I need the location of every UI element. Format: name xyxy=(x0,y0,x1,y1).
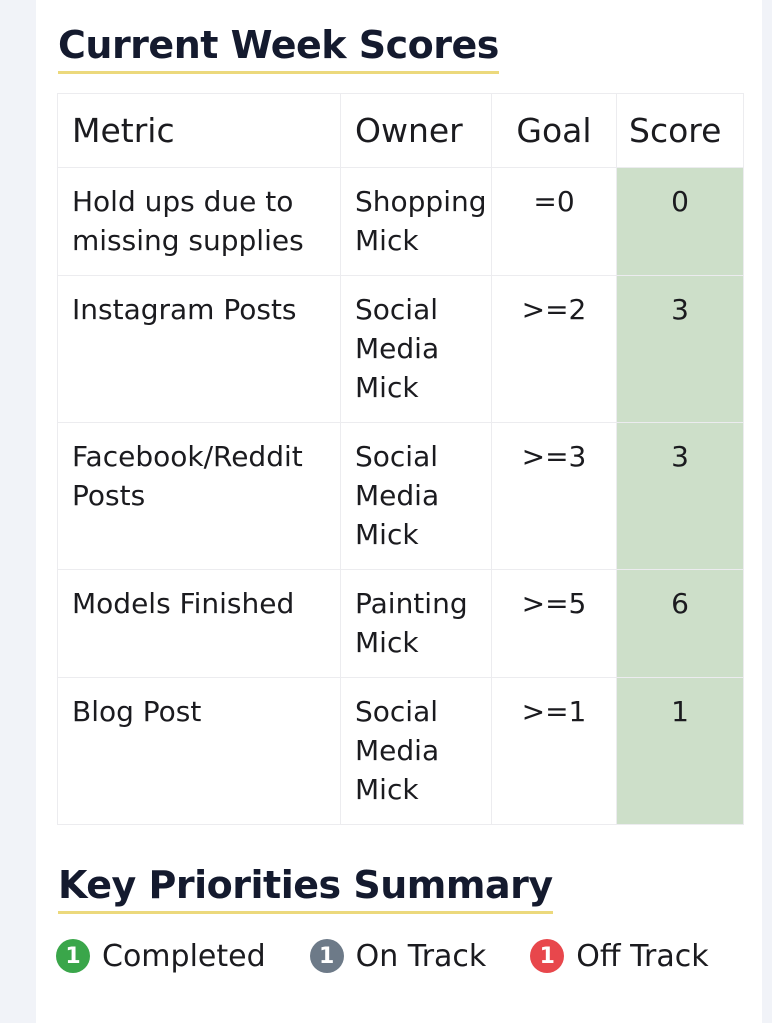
goal-cell: >=3 xyxy=(492,423,617,570)
table-header-row xyxy=(58,94,744,168)
score-cell: 0 xyxy=(617,168,744,276)
metric-cell: Blog Post xyxy=(58,678,341,825)
owner-cell: Shopping Mick xyxy=(341,168,492,276)
off-track-label: Off Track xyxy=(576,938,709,974)
goal-cell: >=1 xyxy=(492,678,617,825)
score-cell: 3 xyxy=(617,276,744,423)
table-row xyxy=(58,570,744,678)
on-track-count-badge: 1 xyxy=(310,939,344,973)
legend-completed xyxy=(56,939,266,974)
table-row xyxy=(58,423,744,570)
score-cell: 6 xyxy=(617,570,744,678)
score-cell: 3 xyxy=(617,423,744,570)
column-header-metric: Metric xyxy=(58,94,341,168)
owner-cell: Social Media Mick xyxy=(341,423,492,570)
current-week-scores-heading: Current Week Scores xyxy=(58,26,499,74)
owner-cell: Social Media Mick xyxy=(341,276,492,423)
scores-table xyxy=(57,93,744,825)
column-header-goal: Goal xyxy=(492,94,617,168)
metric-cell: Instagram Posts xyxy=(58,276,341,423)
content-card xyxy=(36,0,762,1023)
priorities-legend xyxy=(56,936,709,976)
goal-cell: =0 xyxy=(492,168,617,276)
table-row xyxy=(58,678,744,825)
metric-cell: Hold ups due to missing supplies xyxy=(58,168,341,276)
on-track-label: On Track xyxy=(355,938,487,974)
goal-cell: >=5 xyxy=(492,570,617,678)
legend-off-track xyxy=(530,939,708,974)
column-header-score: Score xyxy=(617,94,744,168)
score-cell: 1 xyxy=(617,678,744,825)
legend-on-track xyxy=(310,939,487,974)
goal-cell: >=2 xyxy=(492,276,617,423)
off-track-count-badge: 1 xyxy=(530,939,564,973)
owner-cell: Social Media Mick xyxy=(341,678,492,825)
key-priorities-summary-heading: Key Priorities Summary xyxy=(58,866,553,914)
column-header-owner: Owner xyxy=(341,94,492,168)
metric-cell: Models Finished xyxy=(58,570,341,678)
completed-count-badge: 1 xyxy=(56,939,90,973)
table-row xyxy=(58,276,744,423)
metric-cell: Facebook/Reddit Posts xyxy=(58,423,341,570)
owner-cell: Painting Mick xyxy=(341,570,492,678)
completed-label: Completed xyxy=(102,938,266,974)
table-row xyxy=(58,168,744,276)
